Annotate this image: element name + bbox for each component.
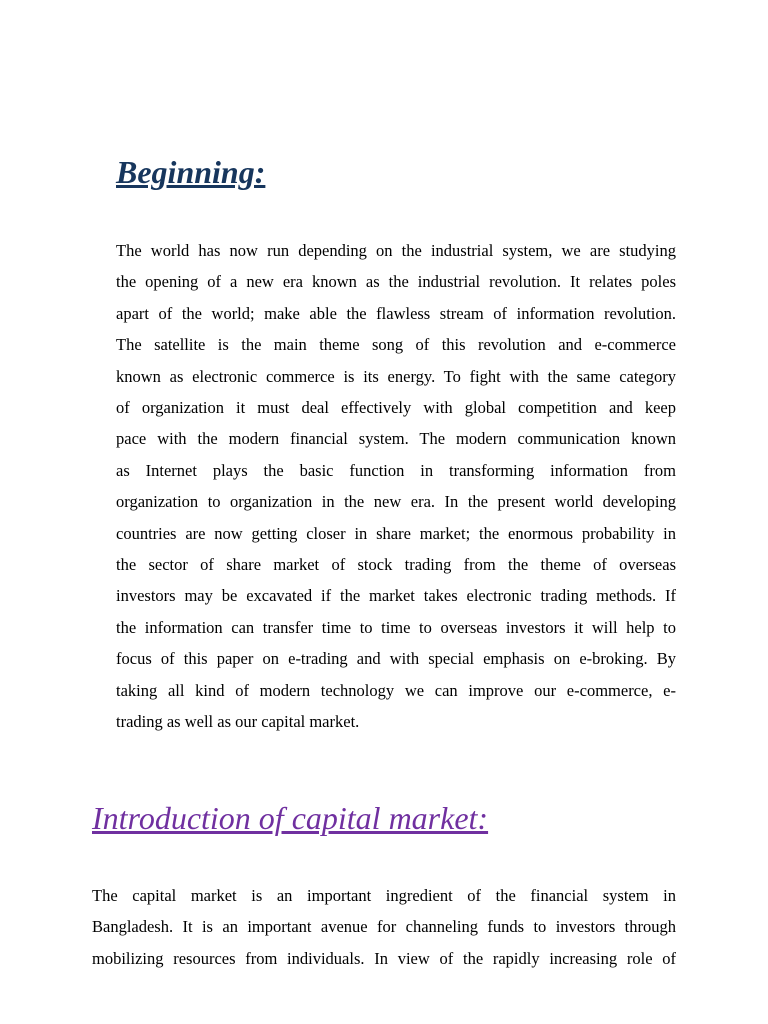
paragraph-line: pace with the modern financial system. The modern communication known xyxy=(116,429,676,449)
paragraph-line: as Internet plays the basic function in transforming information from xyxy=(116,460,676,480)
paragraph-line: The satellite is the main theme song of this revolution and e-commerce xyxy=(116,335,676,355)
paragraph-line: mobilizing resources from individuals. In view of the rapidly increasing role of xyxy=(92,948,676,968)
paragraph-line: trading as well as our capital market. xyxy=(116,712,360,732)
paragraph-line: The world has now run depending on the industrial system, we are studying xyxy=(116,241,676,260)
section-paragraph-introduction xyxy=(92,880,676,974)
paragraph-line: known as electronic commerce is its energy. To fight with the same category xyxy=(116,366,676,386)
section-heading-introduction: Introduction of capital market: xyxy=(92,800,489,836)
section-paragraph-beginning xyxy=(116,235,676,738)
paragraph-line: Bangladesh. It is an important avenue for channeling funds to investors through xyxy=(92,917,676,937)
paragraph-line: focus of this paper on e-trading and with special emphasis on e-broking. By xyxy=(116,649,676,669)
paragraph-line: The capital market is an important ingredient of the financial system in xyxy=(92,886,676,905)
paragraph-line: the information can transfer time to time to overseas investors it will help to xyxy=(116,617,676,637)
paragraph-line: the sector of share market of stock trading from the theme of overseas xyxy=(116,555,676,575)
paragraph-line: the opening of a new era known as the industrial revolution. It relates poles xyxy=(116,272,676,292)
paragraph-line: apart of the world; make able the flawless stream of information revolution. xyxy=(116,303,676,323)
paragraph-line: countries are now getting closer in share market; the enormous probability in xyxy=(116,523,676,543)
paragraph-line: organization to organization in the new era. In the present world developing xyxy=(116,492,676,512)
paragraph-line: of organization it must deal effectively with global competition and keep xyxy=(116,398,676,418)
paragraph-line: taking all kind of modern technology we can improve our e-commerce, e- xyxy=(116,680,676,700)
section-heading-beginning: Beginning: xyxy=(116,154,266,190)
paragraph-line: investors may be excavated if the market takes electronic trading methods. If xyxy=(116,586,676,606)
